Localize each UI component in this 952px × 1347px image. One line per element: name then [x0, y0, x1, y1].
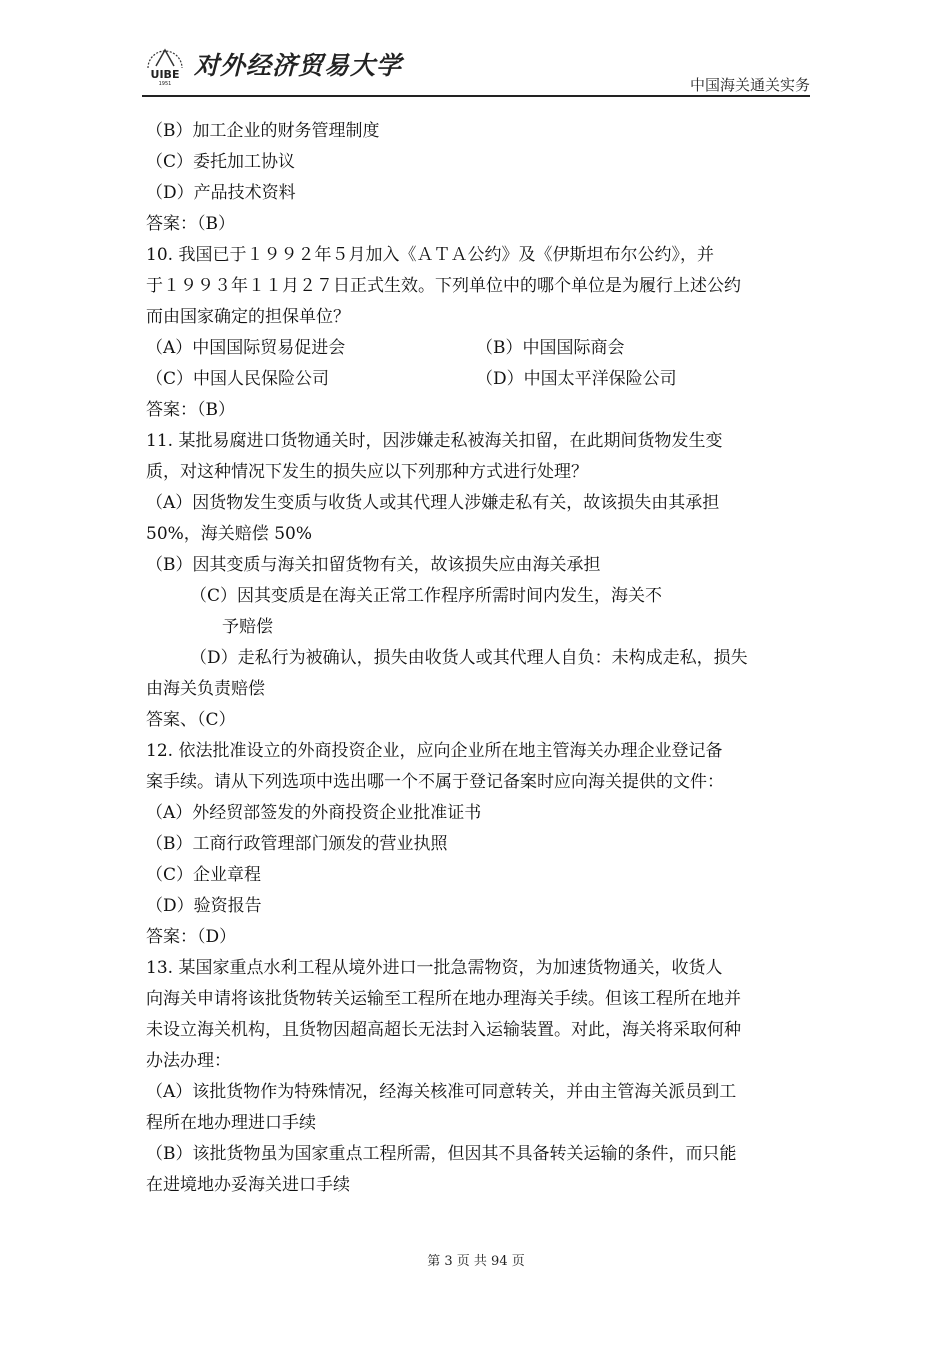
option-line: （B）因其变质与海关扣留货物有关，故该损失应由海关承担	[146, 555, 601, 575]
option-line: （B）该批货物虽为国家重点工程所需，但因其不具备转关运输的条件，而只能	[146, 1144, 737, 1164]
text-line: （D）产品技术资料	[146, 183, 296, 203]
university-name: 对外经济贸易大学	[194, 51, 403, 80]
question-line: 13. 某国家重点水利工程从境外进口一批急需物资，为加速货物通关，收货人	[146, 958, 723, 978]
answer-line: 答案：（B）	[146, 400, 235, 420]
document-body	[146, 116, 810, 1201]
option-line: 予赔偿	[222, 617, 273, 637]
text-line: （C）委托加工协议	[146, 152, 296, 172]
question-line: 未设立海关机构，且货物因超高超长无法封入运输装置。对此，海关将采取何种	[146, 1020, 741, 1040]
option-line: 在进境地办妥海关进口手续	[146, 1175, 350, 1195]
option-line: （B）工商行政管理部门颁发的营业执照	[146, 834, 448, 854]
option-line: （C）因其变质是在海关正常工作程序所需时间内发生，海关不	[190, 586, 663, 606]
question-line: 于１９９３年１１月２７日正式生效。下列单位中的哪个单位是为履行上述公约	[146, 276, 741, 296]
option-line: 由海关负责赔偿	[146, 679, 265, 699]
question-line: 12. 依法批准设立的外商投资企业，应向企业所在地主管海关办理企业登记备	[146, 741, 723, 761]
option-line: （A）因货物发生变质与收货人或其代理人涉嫌走私有关，故该损失由其承担	[146, 493, 720, 513]
answer-line: 答案、（C）	[146, 710, 236, 730]
option-line: （C）企业章程	[146, 865, 262, 885]
university-logo	[142, 42, 188, 86]
page-number: 第 3 页 共 94 页	[427, 1254, 525, 1269]
option-line: 50%，海关赔偿 50%	[146, 524, 312, 544]
option-a: （A）中国国际贸易促进会	[146, 338, 346, 358]
logo-year: 1951	[158, 81, 172, 86]
option-line: （A）该批货物作为特殊情况，经海关核准可同意转关，并由主管海关派员到工	[146, 1082, 737, 1102]
question-line: 11. 某批易腐进口货物通关时，因涉嫌走私被海关扣留，在此期间货物发生变	[146, 431, 723, 451]
header-divider	[142, 95, 810, 97]
logo-text: UIBE	[150, 68, 180, 81]
question-line: 10. 我国已于１９９２年５月加入《ＡＴＡ公约》及《伊斯坦布尔公约》，并	[146, 245, 714, 265]
answer-line: 答案：（B）	[146, 214, 235, 234]
options-row	[146, 333, 810, 364]
option-d: （D）中国太平洋保险公司	[476, 369, 677, 389]
option-c: （C）中国人民保险公司	[146, 369, 330, 389]
page-header	[142, 34, 810, 96]
answer-line: 答案：（D）	[146, 927, 237, 947]
option-line: 程所在地办理进口手续	[146, 1113, 316, 1133]
question-line: 向海关申请将该批货物转关运输至工程所在地办理海关手续。但该工程所在地并	[146, 989, 741, 1009]
question-line: 案手续。请从下列选项中选出哪一个不属于登记备案时应向海关提供的文件：	[146, 772, 724, 792]
question-line: 而由国家确定的担保单位？	[146, 307, 350, 327]
option-line: （D）验资报告	[146, 896, 262, 916]
question-line: 质，对这种情况下发生的损失应以下列那种方式进行处理？	[146, 462, 588, 482]
option-line: （A）外经贸部签发的外商投资企业批准证书	[146, 803, 482, 823]
option-b: （B）中国国际商会	[476, 338, 625, 358]
question-line: 办法办理：	[146, 1051, 231, 1071]
text-line: （B）加工企业的财务管理制度	[146, 121, 380, 141]
options-row	[146, 364, 810, 395]
course-title: 中国海关通关实务	[689, 76, 810, 94]
option-line: （D）走私行为被确认，损失由收货人或其代理人自负：未构成走私，损失	[190, 648, 748, 668]
